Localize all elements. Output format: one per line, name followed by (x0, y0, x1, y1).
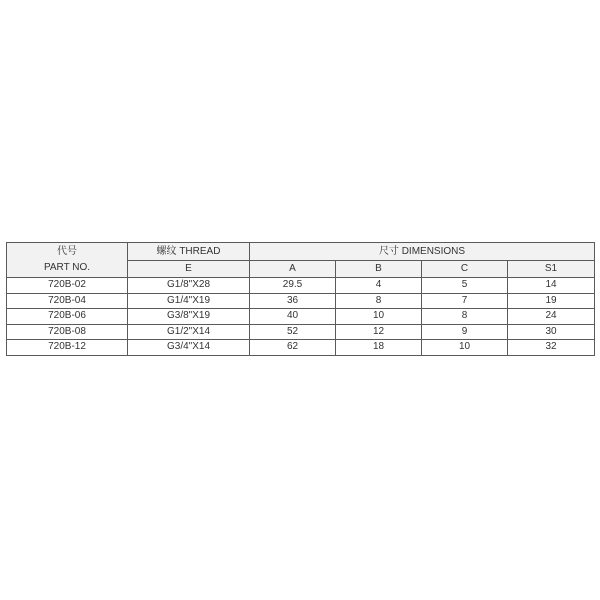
cell-s1: 14 (508, 278, 595, 294)
part-number-header (7, 243, 128, 278)
cell-thread: G1/8"X28 (128, 278, 250, 294)
cell-a: 29.5 (250, 278, 336, 294)
cell-c: 8 (422, 309, 508, 325)
table-row (7, 293, 595, 309)
dim-header-s1: S1 (508, 261, 595, 278)
cell-c: 5 (422, 278, 508, 294)
cell-a: 36 (250, 293, 336, 309)
cell-thread: G3/8"X19 (128, 309, 250, 325)
cell-part: 720B-02 (7, 278, 128, 294)
dim-header-c: C (422, 261, 508, 278)
cell-thread: G3/4"X14 (128, 340, 250, 356)
cell-s1: 19 (508, 293, 595, 309)
cell-a: 52 (250, 324, 336, 340)
cell-part: 720B-12 (7, 340, 128, 356)
thread-subheader-e: E (128, 261, 250, 278)
dimensions-header: 尺寸 DIMENSIONS (250, 243, 595, 261)
table-row (7, 309, 595, 325)
cell-a: 40 (250, 309, 336, 325)
cell-thread: G1/2"X14 (128, 324, 250, 340)
cell-b: 8 (336, 293, 422, 309)
part-number-header-en: PART NO. (43, 262, 91, 273)
header-row-top (7, 243, 595, 261)
cell-part: 720B-06 (7, 309, 128, 325)
dim-header-a: A (250, 261, 336, 278)
cell-s1: 32 (508, 340, 595, 356)
thread-header: 螺纹 THREAD (128, 243, 250, 261)
dim-header-b: B (336, 261, 422, 278)
cell-c: 7 (422, 293, 508, 309)
table-row (7, 324, 595, 340)
cell-thread: G1/4"X19 (128, 293, 250, 309)
cell-c: 10 (422, 340, 508, 356)
cell-b: 10 (336, 309, 422, 325)
dimensions-table (6, 242, 595, 356)
cell-b: 12 (336, 324, 422, 340)
cell-s1: 30 (508, 324, 595, 340)
cell-a: 62 (250, 340, 336, 356)
cell-part: 720B-08 (7, 324, 128, 340)
part-number-header-cn: 代号 (57, 246, 77, 257)
cell-s1: 24 (508, 309, 595, 325)
table-row (7, 278, 595, 294)
cell-part: 720B-04 (7, 293, 128, 309)
cell-b: 4 (336, 278, 422, 294)
table-row (7, 340, 595, 356)
cell-c: 9 (422, 324, 508, 340)
cell-b: 18 (336, 340, 422, 356)
